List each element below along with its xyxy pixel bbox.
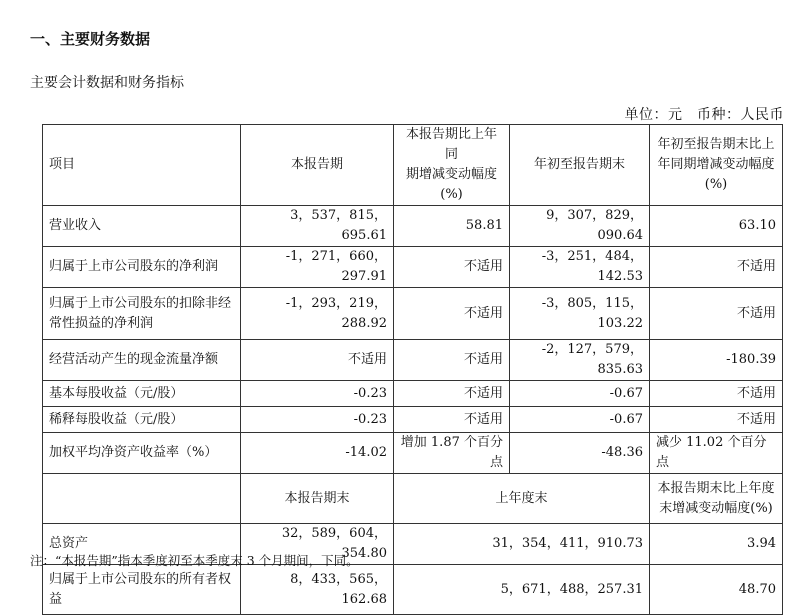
financial-data-table (42, 124, 783, 615)
cell-last-year-end: 5，671，488，257.31 (394, 565, 650, 615)
header-ytd-change-line2: 年同期增减变动幅度 (657, 157, 775, 172)
cell-change: 48.70 (650, 565, 783, 615)
cell-ytd: -2，127，579，835.63 (510, 340, 650, 381)
cell-current: -1，271，660，297.91 (241, 247, 394, 288)
row-label-line1: 归属于上市公司股东的扣除非经 (49, 295, 232, 311)
header-yoy-change-line1: 本报告期比上年同 (405, 127, 497, 162)
row-label-line1: 归属于上市公司股东的所有者权 (49, 571, 232, 587)
header-yoy-change-line3: (%) (440, 187, 463, 202)
table-subheader-row (43, 474, 783, 524)
subheader-change-line2: 末增减变动幅度(%) (659, 500, 773, 516)
row-label (43, 288, 241, 340)
table-row (43, 433, 783, 474)
cell-ytd-yoy: 不适用 (650, 407, 783, 433)
cell-ytd: -0.67 (510, 381, 650, 407)
cell-ytd-yoy: 不适用 (650, 247, 783, 288)
header-yoy-change (394, 125, 510, 206)
header-ytd-change-line3: (%) (704, 177, 728, 192)
cell-ytd-yoy: 不适用 (650, 288, 783, 340)
row-label: 加权平均净资产收益率（%） (43, 433, 241, 474)
cell-ytd: 9，307，829，090.64 (510, 206, 650, 247)
table-row (43, 340, 783, 381)
subheader-empty (43, 474, 241, 524)
cell-current: -14.02 (241, 433, 394, 474)
row-label: 营业收入 (43, 206, 241, 247)
table-header-row (43, 125, 783, 206)
table-row (43, 407, 783, 433)
footnote: 注：“本报告期”指本季度初至本季度末 3 个月期间，下同。 (30, 553, 359, 568)
cell-current: 3，537，815，695.61 (241, 206, 394, 247)
cell-yoy: 不适用 (394, 288, 510, 340)
row-label: 稀释每股收益（元/股） (43, 407, 241, 433)
cell-ytd-yoy: 63.10 (650, 206, 783, 247)
cell-change: 3.94 (650, 524, 783, 565)
row-label: 基本每股收益（元/股） (43, 381, 241, 407)
table-row (43, 565, 783, 615)
cell-current: 不适用 (241, 340, 394, 381)
header-ytd-change-line1: 年初至报告期末比上 (657, 137, 775, 152)
cell-current: -1，293，219，288.92 (241, 288, 394, 340)
row-label-line2: 常性损益的净利润 (49, 315, 154, 331)
cell-ytd: -3，805，115，103.22 (510, 288, 650, 340)
row-label (43, 565, 241, 615)
header-current-period: 本报告期 (241, 125, 394, 206)
cell-current: -0.23 (241, 407, 394, 433)
cell-ytd-yoy: 减少 11.02 个百分点 (650, 433, 783, 474)
subheader-change (650, 474, 783, 524)
cell-period-end: 8，433，565，162.68 (241, 565, 394, 615)
subheader-change-line1: 本报告期末比上年度 (657, 480, 775, 496)
cell-yoy: 不适用 (394, 381, 510, 407)
cell-ytd: -3，251，484，142.53 (510, 247, 650, 288)
cell-yoy: 不适用 (394, 340, 510, 381)
row-label: 总资产 (43, 524, 241, 565)
header-ytd-change (650, 125, 783, 206)
cell-current: -0.23 (241, 381, 394, 407)
header-item: 项目 (43, 125, 241, 206)
table-row (43, 247, 783, 288)
row-label-line2: 益 (49, 591, 63, 607)
cell-ytd: -0.67 (510, 407, 650, 433)
header-ytd: 年初至报告期末 (510, 125, 650, 206)
subtitle: 主要会计数据和财务指标 (30, 75, 184, 91)
cell-period-end: 32，589，604，354.80 (241, 524, 394, 565)
unit-currency-line: 单位：元 币种：人民币 (624, 107, 784, 123)
cell-yoy: 不适用 (394, 407, 510, 433)
row-label: 归属于上市公司股东的净利润 (43, 247, 241, 288)
row-label: 经营活动产生的现金流量净额 (43, 340, 241, 381)
cell-yoy: 增加 1.87 个百分点 (394, 433, 510, 474)
cell-ytd-yoy: 不适用 (650, 381, 783, 407)
cell-yoy: 不适用 (394, 247, 510, 288)
subheader-period-end: 本报告期末 (241, 474, 394, 524)
cell-ytd: -48.36 (510, 433, 650, 474)
header-yoy-change-line2: 期增减变动幅度 (405, 167, 497, 182)
cell-ytd-yoy: -180.39 (650, 340, 783, 381)
table-row (43, 206, 783, 247)
table-row (43, 381, 783, 407)
table-row (43, 288, 783, 340)
cell-last-year-end: 31，354，411，910.73 (394, 524, 650, 565)
section-title: 一、主要财务数据 (30, 30, 151, 48)
subheader-last-year-end: 上年度末 (394, 474, 650, 524)
cell-yoy: 58.81 (394, 206, 510, 247)
